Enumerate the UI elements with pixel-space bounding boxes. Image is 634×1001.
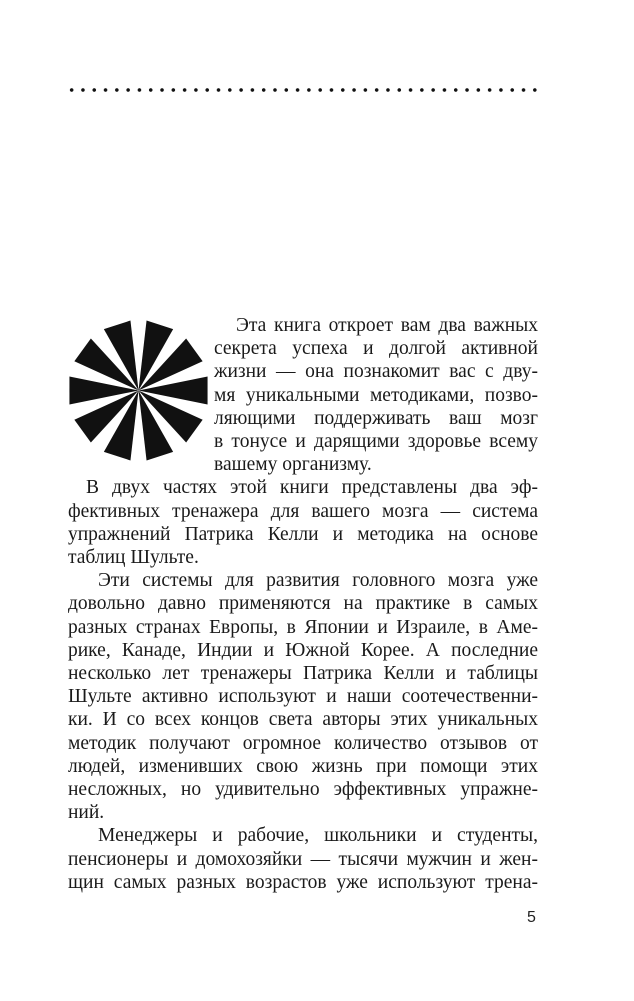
text-line: в тонусе и дарящими здоровье всему bbox=[214, 431, 538, 452]
text-line: вашему организму. bbox=[214, 454, 372, 476]
text-line: ний. bbox=[68, 802, 105, 824]
text-line: мя уникальными методиками, позво- bbox=[214, 384, 538, 406]
text-line: довольно давно применяются на практике в самых bbox=[68, 593, 538, 615]
text-line: несложных, но удивительно эффективных упражне- bbox=[68, 779, 538, 800]
text-line: ки. И со всех концов света авторы этих уникальных bbox=[68, 709, 538, 731]
text-line: упражнений Патрика Келли и методика на основе bbox=[68, 523, 538, 545]
text-line: Эти системы для развития головного мозга уже bbox=[98, 570, 538, 592]
text-line: жизни — она познакомит вас с дву- bbox=[214, 361, 538, 383]
text-line: таблиц Шульте. bbox=[68, 547, 199, 568]
text-line: секрета успеха и долгой активной bbox=[214, 338, 538, 360]
text-line: Эта книга откроет вам два важных bbox=[236, 315, 538, 336]
text-line: щин самых разных возрастов уже используют трена- bbox=[68, 871, 538, 893]
text-line: ляющими поддерживать ваш мозг bbox=[214, 407, 538, 429]
text-line: людей, изменивших свою жизнь при помощи этих bbox=[68, 755, 538, 777]
dotted-rule bbox=[66, 86, 540, 94]
text-line: пенсионеры и домохозяйки — тысячи мужчин и жен- bbox=[68, 848, 538, 870]
text-line: В двух частях этой книги представлены два эф- bbox=[86, 477, 538, 499]
text-line: Шульте активно используют и наши соотечественни- bbox=[68, 686, 538, 708]
star-ornament-icon bbox=[66, 318, 211, 463]
text-line: рике, Канаде, Индии и Южной Корее. А последние bbox=[68, 639, 538, 661]
text-line: Менеджеры и рабочие, школьники и студенты, bbox=[98, 825, 538, 847]
text-line: фективных тренажера для вашего мозга — система bbox=[68, 500, 538, 522]
text-line: методик получают огромное количество отзывов от bbox=[68, 732, 538, 754]
text-line: разных странах Европы, в Японии и Израиле, в Аме- bbox=[68, 616, 538, 638]
page-number: 5 bbox=[527, 909, 536, 926]
text-line: несколько лет тренажеры Патрика Келли и таблицы bbox=[68, 663, 538, 684]
